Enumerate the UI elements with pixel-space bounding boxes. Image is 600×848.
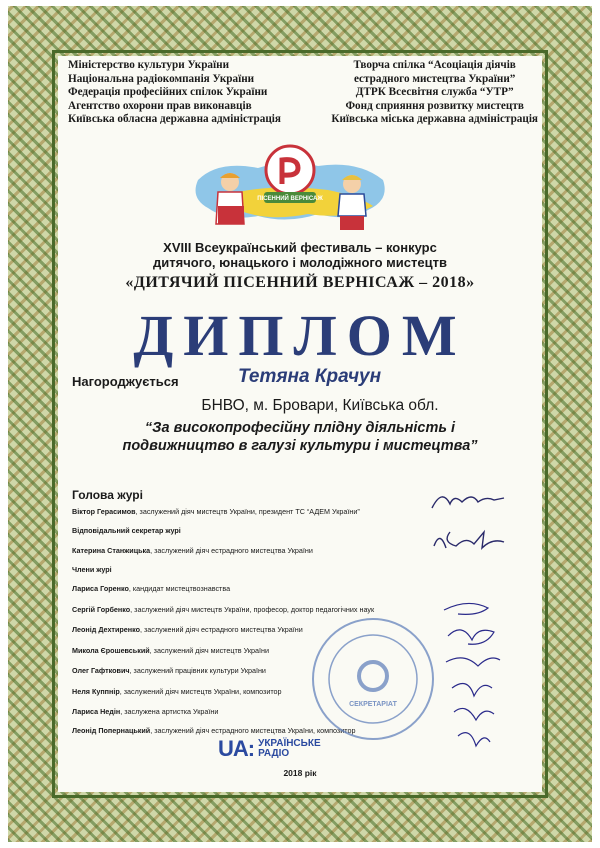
festival-name: «ДИТЯЧИЙ ПІСЕННИЙ ВЕРНІСАЖ – 2018» xyxy=(125,274,475,291)
jury-member xyxy=(72,646,269,655)
jury-desc: , заслужений діяч естрадного мистецтва України xyxy=(150,546,313,555)
radio-name xyxy=(258,739,321,759)
organizers-left xyxy=(68,59,281,127)
jury-name: Неля Куппнір xyxy=(72,687,120,696)
stamp-text: СЕКРЕТАРІАТ xyxy=(349,701,397,708)
jury-desc: , заслужений діяч естрадного мистецтва України xyxy=(140,625,303,634)
ukrainian-radio-logo xyxy=(218,736,321,762)
ua-mark: UA: xyxy=(218,736,255,761)
ornamental-border xyxy=(8,6,592,842)
jury-desc: , заслужена артистка України xyxy=(120,707,219,716)
organizer-line: естрадного мистецтва України” xyxy=(353,72,516,85)
organizer-line: Київська обласна державна адміністрація xyxy=(68,113,281,125)
jury-name: Віктор Герасимов xyxy=(72,507,136,516)
jury-member xyxy=(72,707,218,716)
diploma-title: ДИПЛОМ xyxy=(133,303,467,368)
jury-name: Микола Єрошевський xyxy=(72,646,150,655)
awarded-label: Нагороджується xyxy=(72,374,179,389)
jury-member xyxy=(72,666,266,675)
signatures-members xyxy=(438,596,508,756)
organizer-line: Національна радіокомпанія України xyxy=(68,72,255,85)
jury-desc: , кандидат мистецтвознавства xyxy=(128,584,231,593)
jury-name: Леонід Попернацький xyxy=(72,726,151,735)
jury-members-heading: Члени журі xyxy=(72,565,112,574)
jury-desc: , заслужений діяч естрадного мистецтва України, композитор xyxy=(150,726,356,735)
diploma-year: 2018 рік xyxy=(283,768,317,778)
jury-desc: , заслужений діяч мистецтв України, композитор xyxy=(119,687,282,696)
jury-secretary xyxy=(72,546,313,555)
jury-name: Катерина Станжицька xyxy=(72,546,151,555)
signature-secretary xyxy=(430,526,510,554)
jury-secretary-title xyxy=(72,526,181,535)
jury-name: Сергій Горбенко xyxy=(72,605,131,614)
jury-secretary-heading: Відповідальний секретар журі xyxy=(72,526,181,535)
jury-member xyxy=(72,687,282,696)
organizers-right xyxy=(331,59,538,127)
recipient-name: Тетяна Крачун xyxy=(238,366,382,387)
jury-name: Леонід Дехтиренко xyxy=(72,625,140,634)
jury-members-title xyxy=(72,565,112,574)
motto-line-1: “За високопрофесійну плідну діяльність і xyxy=(144,420,456,436)
jury-member xyxy=(72,605,374,614)
official-stamp xyxy=(308,614,438,744)
jury-head-title: Голова журі xyxy=(72,488,143,502)
jury-name: Лариса Горенко xyxy=(72,584,129,593)
organizer-line: Міністерство культури України xyxy=(68,59,230,71)
jury-name: Олег Гафткович xyxy=(72,666,130,675)
jury-head xyxy=(72,507,360,516)
radio-name-line-1: УКРАЇНСЬКЕ xyxy=(258,738,321,749)
jury-member xyxy=(72,584,230,593)
jury-desc: , заслужений діяч мистецтв України xyxy=(149,646,269,655)
festival-logo-text: ПІСЕННИЙ ВЕРНІСАЖ xyxy=(257,196,323,202)
organizer-line: Фонд сприяння розвитку мистецтв xyxy=(345,99,524,112)
recipient-place: БНВО, м. Бровари, Київська обл. xyxy=(201,397,439,414)
organizer-line: Агентство охорони прав виконавців xyxy=(68,99,252,112)
jury-name: Лариса Недін xyxy=(72,707,121,716)
diploma-sheet xyxy=(58,56,542,792)
jury-member xyxy=(72,625,303,634)
motto-line-2: подвижництво в галузі культури і мистецтва” xyxy=(122,438,478,454)
organizer-line: ДТРК Всесвітня служба “УТР” xyxy=(355,86,514,98)
radio-name-line-2: РАДІО xyxy=(258,748,290,759)
jury-desc: , заслужений діяч мистецтв України, професор, доктор педагогічних наук xyxy=(130,605,375,614)
festival-line-2: дитячого, юнацького і молодіжного мистецтв xyxy=(153,255,447,270)
festival-logo xyxy=(178,140,398,238)
organizer-line: Київська міська державна адміністрація xyxy=(331,113,538,125)
jury-desc: , заслужений працівник культури України xyxy=(129,666,266,675)
organizer-line: Федерація професійних спілок України xyxy=(68,86,268,98)
organizer-line: Творча спілка “Асоціація діячів xyxy=(353,59,516,71)
festival-line-1: XVIII Всеукраїнський фестиваль – конкурс xyxy=(163,240,437,255)
jury-desc: , заслужений діяч мистецтв України, президент ТС “АДЕМ України” xyxy=(135,507,360,516)
award-motto xyxy=(58,419,542,455)
signature-head xyxy=(428,484,508,514)
